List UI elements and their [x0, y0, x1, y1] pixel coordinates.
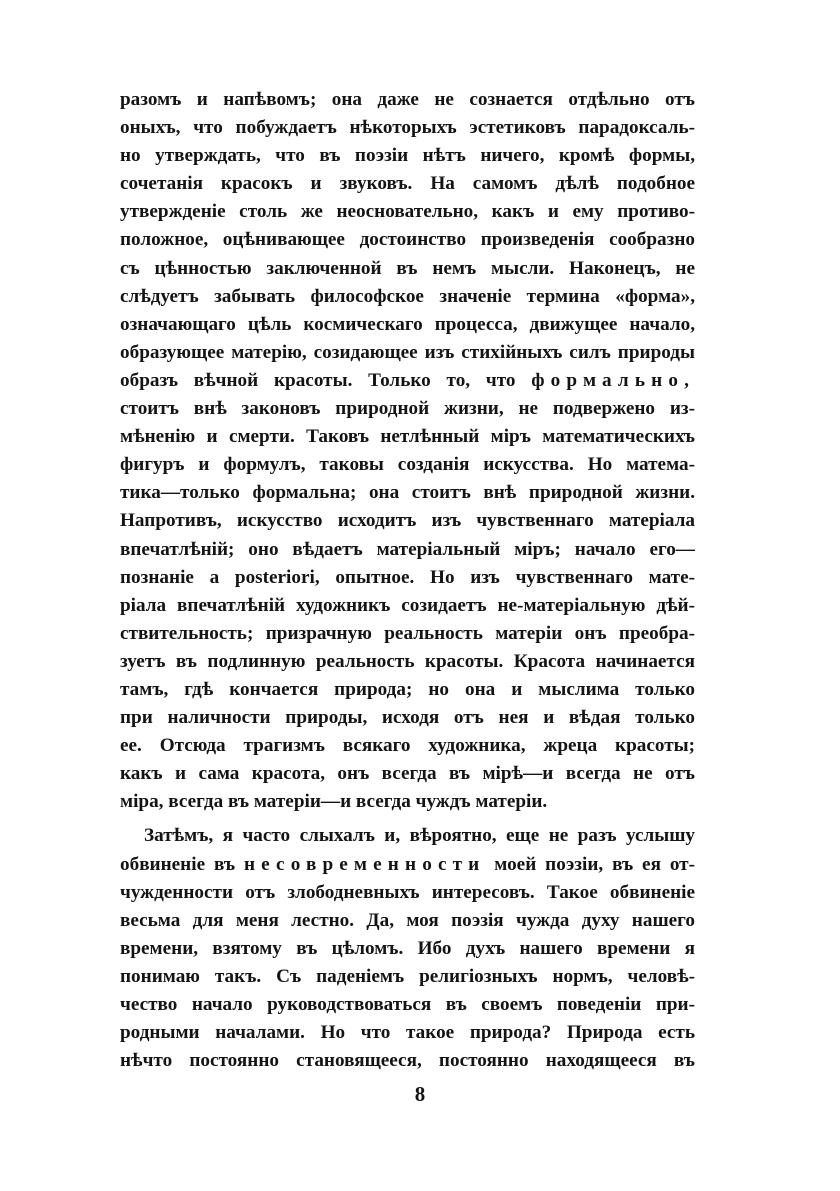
text-line: ствительность; призрачную реальность матеріи онъ преобра- [120, 622, 695, 644]
text-line: образующее матерію, созидающее изъ стихійныхъ силъ природы [120, 341, 695, 363]
text-line: понимаю такъ. Съ паденіемъ религіозныхъ нормъ, человѣ- [120, 965, 695, 987]
text-line: но утверждать, что въ поэзіи нѣтъ ничего, кромѣ формы, [120, 145, 695, 167]
text-line: при наличности природы, исходя отъ нея и вѣдая только [120, 707, 695, 729]
page-number: 8 [414, 1082, 426, 1106]
text-line: зуетъ въ подлинную реальность красоты. Красота начинается [120, 650, 695, 672]
text-line: міра, всегда въ матеріи—и всегда чуждъ матеріи. [120, 791, 548, 813]
text-line: какъ и сама красота, онъ всегда въ мірѣ—и всегда не отъ [120, 763, 695, 785]
text-line: стоитъ внѣ законовъ природной жизни, не подвержено из- [120, 398, 695, 420]
text-line [120, 851, 695, 879]
page-text [120, 86, 695, 1075]
text-line: съ цѣнностью заключенной въ немъ мысли. Наконецъ, не [120, 257, 695, 279]
emphasized-word: несовременности [243, 853, 486, 875]
text-line: Затѣмъ, я часто слыхалъ и, вѣроятно, еще не разъ услышу [144, 825, 695, 847]
text-line: ріала впечатлѣній художникъ созидаетъ не-матеріальную дѣй- [120, 594, 695, 616]
text-line: фигуръ и формулъ, таковы созданія искусства. Но матема- [120, 454, 695, 476]
text-line: означающаго цѣль космическаго процесса, движущее начало, [120, 313, 695, 335]
text-line: слѣдуетъ забывать философское значеніе термина «форма», [120, 285, 695, 307]
text-line: тамъ, гдѣ кончается природа; но она и мыслима только [120, 678, 695, 700]
text-segment: образъ вѣчной красоты. Только то, что [120, 369, 516, 391]
text-segment: обвиненіе въ [120, 853, 236, 875]
text-line: утвержденіе столь же неосновательно, какъ и ему противо- [120, 201, 695, 223]
text-line: чужденности отъ злободневныхъ интересовъ. Такое обвиненіе [120, 881, 695, 903]
text-line: мѣненію и смерти. Таковъ нетлѣнный міръ математическихъ [120, 426, 695, 448]
text-line: познаніе a posteriori, опытное. Но изъ чувственнаго мате- [120, 566, 695, 588]
text-line: весьма для меня лестно. Да, моя поэзія чужда духу нашего [120, 909, 695, 931]
text-line: времени, взятому въ цѣломъ. Ибо духъ нашего времени я [120, 937, 695, 959]
text-line: ее. Отсюда трагизмъ всякаго художника, жреца красоты; [120, 735, 695, 757]
emphasized-word: формально, [531, 369, 696, 391]
text-line: родными началами. Но что такое природа? Природа есть [120, 1022, 695, 1044]
text-line [120, 367, 695, 395]
text-line: тика—только формальна; она стоитъ внѣ природной жизни. [120, 482, 695, 504]
text-segment: моей поэзіи, въ ея от- [494, 853, 695, 875]
text-line: чество начало руководствоваться въ своемъ поведеніи при- [120, 994, 695, 1015]
text-line: положное, оцѣнивающее достоинство произведенія сообразно [120, 229, 695, 251]
text-line: сочетанія красокъ и звуковъ. На самомъ дѣлѣ подобное [120, 173, 695, 195]
text-line: впечатлѣній; оно вѣдаетъ матеріальный міръ; начало его— [120, 538, 695, 560]
text-line: нѣчто постоянно становящееся, постоянно находящееся въ [120, 1050, 695, 1072]
text-line: Напротивъ, искусство исходитъ изъ чувственнаго матеріала [120, 510, 695, 532]
text-line: разомъ и напѣвомъ; она даже не сознается отдѣльно отъ [120, 89, 695, 110]
text-line: оныхъ, что побуждаетъ нѣкоторыхъ эстетиковъ парадоксаль- [120, 117, 695, 139]
